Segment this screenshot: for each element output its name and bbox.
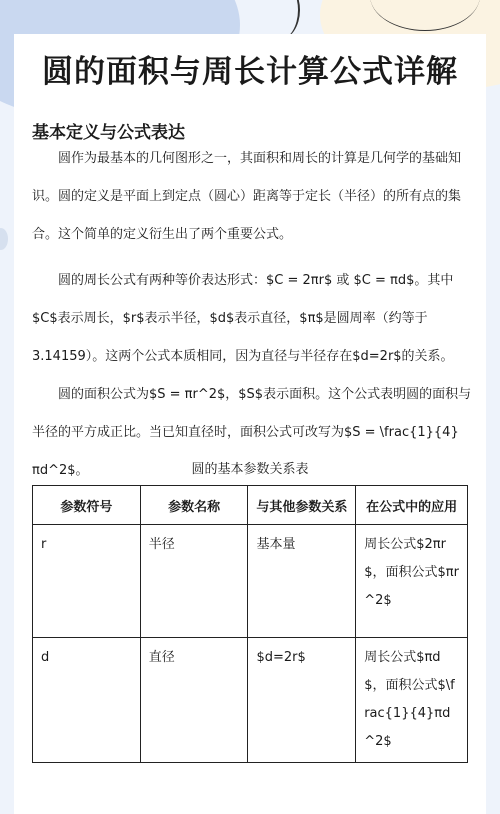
cell-application: 周长公式$2πr$，面积公式$πr^2$ — [356, 525, 468, 638]
header-application: 在公式中的应用 — [356, 486, 468, 525]
cell-relation: 基本量 — [248, 525, 356, 638]
table-row — [33, 525, 468, 638]
cell-symbol: r — [33, 525, 141, 638]
header-name: 参数名称 — [140, 486, 248, 525]
section-heading: 基本定义与公式表达 — [32, 123, 185, 143]
cell-name: 半径 — [140, 525, 248, 638]
table-header-row — [33, 486, 468, 525]
cell-symbol: d — [33, 638, 141, 763]
cell-application: 周长公式$πd$，面积公式$\frac{1}{4}πd^2$ — [356, 638, 468, 763]
paragraph-circumference: 圆的周长公式有两种等价表达形式：$C = 2πr$ 或 $C = πd$。其中$C$表示周长，$r$表示半径，$d$表示直径，$π$是圆周率（约等于3.14159）。这两个公式本质相同，因为直径与半径存在$d=2r$的关系。 — [32, 273, 454, 364]
cell-relation: $d=2r$ — [248, 638, 356, 763]
parameter-table — [32, 485, 468, 763]
paragraph-definition: 圆作为最基本的几何图形之一，其面积和周长的计算是几何学的基础知识。圆的定义是平面上到定点（圆心）距离等于定长（半径）的所有点的集合。这个简单的定义衍生出了两个重要公式。 — [32, 151, 462, 242]
background-dot — [0, 228, 8, 250]
paragraph-area: 圆的面积公式为$S = πr^2$，$S$表示面积。这个公式表明圆的面积与半径的平方成正比。当已知直径时，面积公式可改写为$S = \frac{1}{4}πd^2$。 — [32, 387, 472, 478]
article-card — [14, 34, 486, 814]
page-title: 圆的面积与周长计算公式详解 — [42, 54, 458, 90]
table-caption: 圆的基本参数关系表 — [191, 462, 309, 477]
header-symbol: 参数符号 — [33, 486, 141, 525]
header-relation: 与其他参数关系 — [248, 486, 356, 525]
table-row — [33, 638, 468, 763]
cell-name: 直径 — [140, 638, 248, 763]
